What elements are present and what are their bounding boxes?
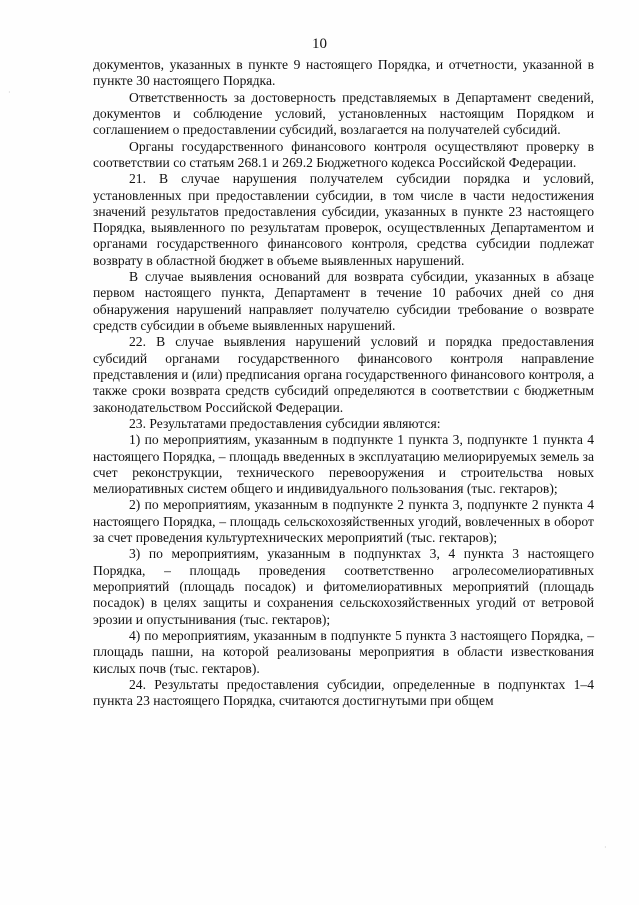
scan-speck: · [8,88,11,97]
paragraph-22: 22. В случае выявления нарушений условий и порядка предоставления субсидий органами государственного финансового контроля направление представления и (или) предписания органа государственного финансового контроля, а также сроки возврата средств субсидий определяются в соответствии с бюджетным законодательством Российской Федерации. [93,334,594,415]
paragraph-responsibility: Ответственность за достоверность представляемых в Департамент сведений, документов и соблюдение условий, установленных настоящим Порядком и соглашением о предоставлении субсидий, возлагается на получателей субсидий. [93,89,594,138]
paragraph-23-item-4: 4) по мероприятиям, указанным в подпункте 5 пункта 3 настоящего Порядка, – площадь пашни, на которой реализованы мероприятия в области известкования кислых почв (тыс. гектаров). [93,627,594,676]
paragraph-control-bodies: Органы государственного финансового контроля осуществляют проверку в соответствии со статьям 268.1 и 269.2 Бюджетного кодекса Российской Федерации. [93,138,594,170]
paragraph-23-item-3: 3) по мероприятиям, указанным в подпунктах 3, 4 пункта 3 настоящего Порядка, – площадь проведения соответственно агролесомелиоративных мероприятий (площадь посадок) и фитомелиоративных мероприятий (площадь посадок) в целях защиты и сохранения сельскохозяйственных угодий от ветровой эрозии и опустынивания (тыс. гектаров); [93,546,594,627]
paragraph-23-item-2: 2) по мероприятиям, указанным в подпункте 2 пункта 3, подпункте 2 пункта 4 настоящего Порядка, – площадь сельскохозяйственных угодий, вовлеченных в оборот за счет проведения культуртехнических мероприятий (тыс. гектаров); [93,497,594,546]
paragraph-23: 23. Результатами предоставления субсидии являются: [129,415,441,431]
paragraph-continuation: документов, указанных в пункте 9 настоящего Порядка, и отчетности, указанной в пункте 30 настоящего Порядка. [93,57,594,89]
paragraph-21: 21. В случае нарушения получателем субсидии порядка и условий, установленных при предоставлении субсидии, в том числе в части недостижения значений результатов предоставления субсидии, указанных в пункте 23 настоящего Порядка, выявленного по результатам проверок, осуществленных Департаментом и органами государственного финансового контроля, средства субсидии подлежат возврату в областной бюджет в объеме выявленных нарушений. [93,171,594,268]
page-number: 10 [312,36,327,52]
document-body [93,57,594,710]
paragraph-23-item-1: 1) по мероприятиям, указанным в подпункте 1 пункта 3, подпункте 1 пункта 4 настоящего Порядка, – площадь введенных в эксплуатацию мелиорируемых земель за счет реконструкции, технического перевооружения и строительства новых мелиоративных систем общего и индивидуального пользования (тыс. гектаров); [93,432,594,497]
scan-speck: · [604,843,607,852]
paragraph-24: 24. Результаты предоставления субсидии, определенные в подпунктах 1–4 пункта 23 настоящего Порядка, считаются достигнутыми при общем [93,676,594,709]
paragraph-21-return: В случае выявления оснований для возврата субсидии, указанных в абзаце первом настоящего пункта, Департамент в течение 10 рабочих дней со дня обнаружения нарушений направляет получателю субсидии требование о возврате средств субсидии в объеме выявленных нарушений. [93,269,594,333]
